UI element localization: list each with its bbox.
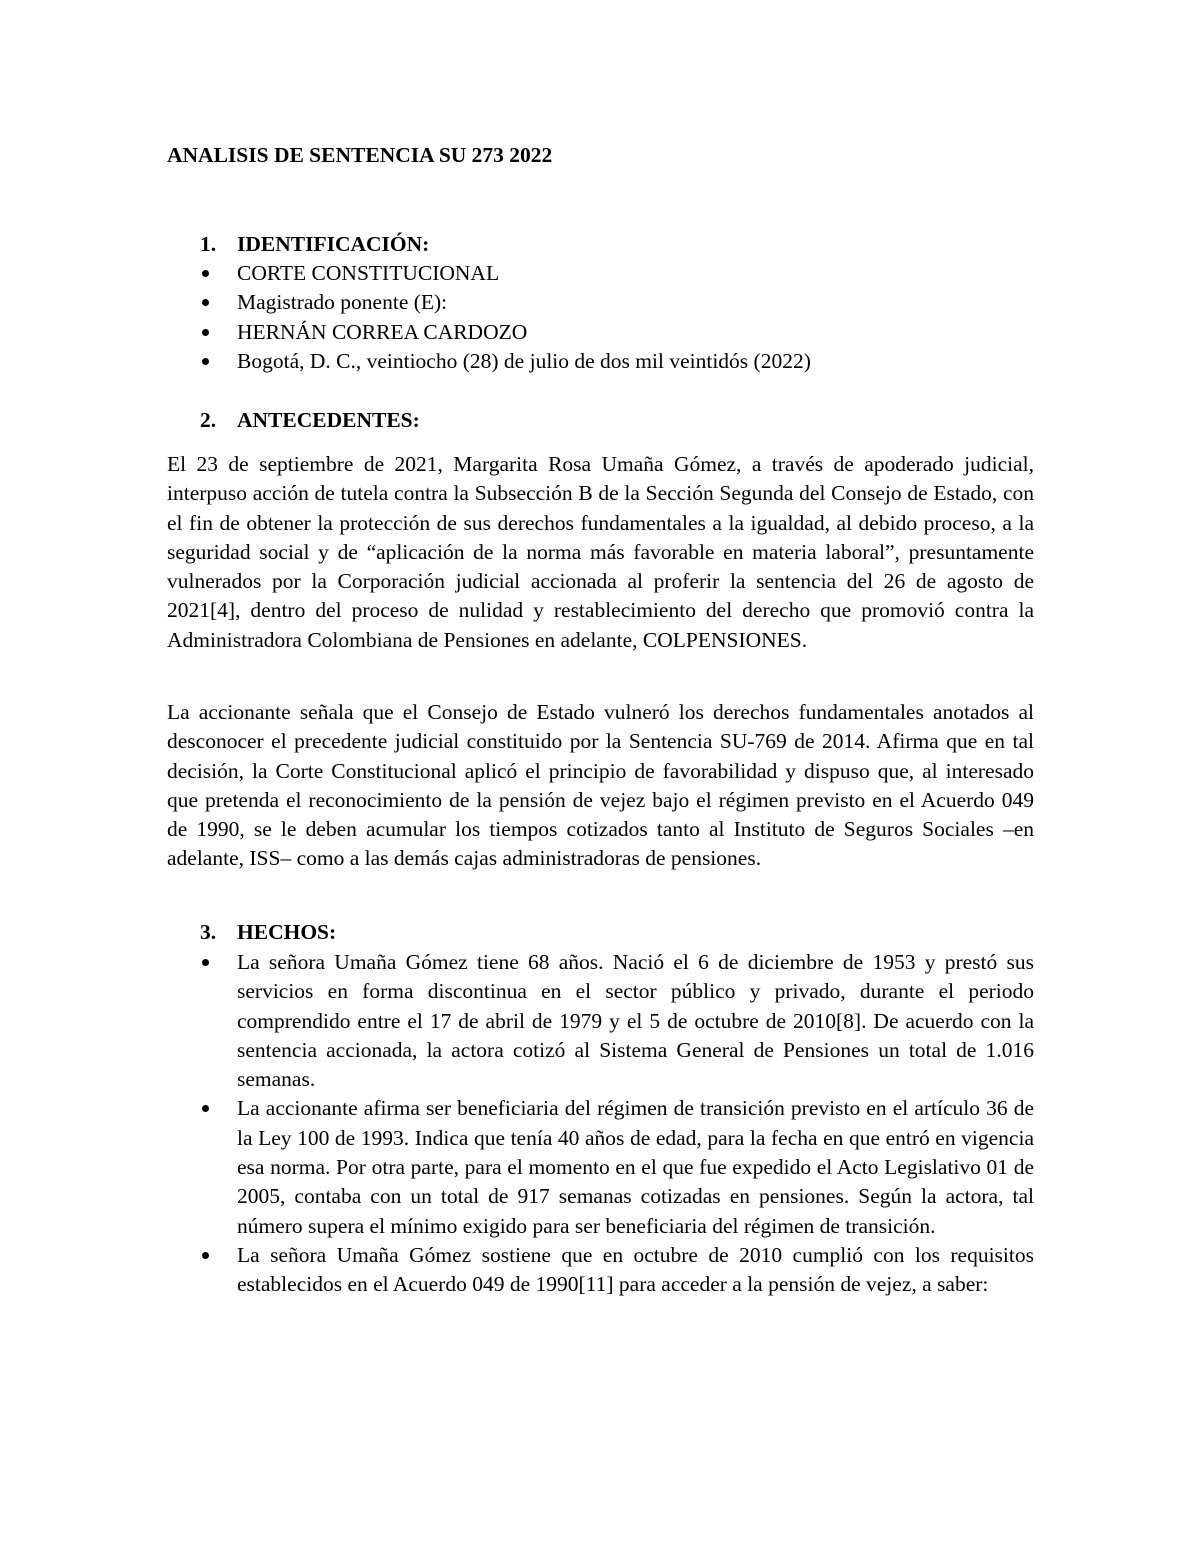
list-item [200, 259, 1034, 288]
antecedentes-paragraph-1: El 23 de septiembre de 2021, Margarita Rosa Umaña Gómez, a través de apoderado judicial, interpuso acción de tutela contra la Subsección B de la Sección Segunda del Consejo de Estado, con el fin de obtener la protección de sus derechos fundamentales a la igualdad, al debido proceso, a la seguridad social y de “aplicación de la norma más favorable en materia laboral”, presuntamente vulnerados por la Corporación judicial accionada al proferir la sentencia del 26 de agosto de 2021[4], dentro del proceso de nulidad y restablecimiento del derecho que promovió contra la Administradora Colombiana de Pensiones en adelante, COLPENSIONES. [167, 452, 1034, 652]
list-item-text: La señora Umaña Gómez sostiene que en octubre de 2010 cumplió con los requisitos establecidos en el Acuerdo 049 de 1990[11] para acceder a la pensión de vejez, a saber: [237, 1242, 1034, 1297]
list-item [200, 1241, 1034, 1300]
list-item-text: La señora Umaña Gómez tiene 68 años. Nació el 6 de diciembre de 1953 y prestó sus servicios en forma discontinua en el sector público y privado, durante el periodo comprendido entre el 17 de abril de 1979 y el 5 de octubre de 2010[8]. De acuerdo con la sentencia accionada, la actora cotizó al Sistema General de Pensiones un total de 1.016 semanas. [237, 950, 1034, 1092]
list-item [200, 288, 1034, 317]
bullet-icon [202, 329, 209, 336]
section-heading-antecedentes [200, 406, 420, 435]
list-item [200, 948, 1034, 1094]
section-number: 1. [200, 232, 217, 256]
antecedentes-paragraph-2: La accionante señala que el Consejo de Estado vulneró los derechos fundamentales anotados al desconocer el precedente judicial constituido por la Sentencia SU-769 de 2014. Afirma que en tal decisión, la Corte Constitucional aplicó el principio de favorabilidad y dispuso que, al interesado que pretenda el reconocimiento de la pensión de vejez bajo el régimen previsto en el Acuerdo 049 de 1990, se le deben acumular los tiempos cotizados tanto al Instituto de Seguros Sociales –en adelante, ISS– como a las demás cajas administradoras de pensiones. [167, 700, 1034, 871]
list-item-text: Bogotá, D. C., veintiocho (28) de julio de dos mil veintidós (2022) [237, 348, 811, 373]
list-item-text: CORTE CONSTITUCIONAL [237, 261, 500, 285]
list-item-text: Magistrado ponente (E): [237, 290, 448, 315]
list-item [200, 318, 1034, 347]
section-heading-hechos [200, 918, 336, 947]
section-number: 2. [200, 408, 217, 432]
section-heading-identificacion [200, 230, 429, 259]
bullet-icon [202, 1252, 209, 1259]
bullet-icon [202, 270, 209, 277]
list-item [200, 1094, 1034, 1240]
bullet-icon [202, 299, 209, 306]
identificacion-list [200, 259, 1034, 376]
hechos-list [200, 948, 1034, 1300]
bullet-icon [202, 1105, 209, 1112]
bullet-icon [202, 959, 209, 966]
bullet-icon [202, 358, 209, 365]
section-title: HECHOS: [237, 920, 337, 944]
section-title: IDENTIFICACIÓN: [237, 232, 430, 256]
list-item-text: HERNÁN CORREA CARDOZO [237, 319, 528, 344]
list-item [200, 347, 1034, 376]
list-item-text: La accionante afirma ser beneficiaria del régimen de transición previsto en el artículo 36 de la Ley 100 de 1993. Indica que tenía 40 años de edad, para la fecha en que entró en vigencia esa norma. Por otra parte, para el momento en el que fue expedido el Acto Legislativo 01 de 2005, contaba con un total de 917 semanas cotizadas en pensiones. Según la actora, tal número supera el mínimo exigido para ser beneficiaria del régimen de transición. [237, 1096, 1034, 1238]
section-title: ANTECEDENTES: [237, 408, 420, 432]
section-number: 3. [200, 920, 217, 944]
document-title: ANALISIS DE SENTENCIA SU 273 2022 [167, 143, 553, 167]
